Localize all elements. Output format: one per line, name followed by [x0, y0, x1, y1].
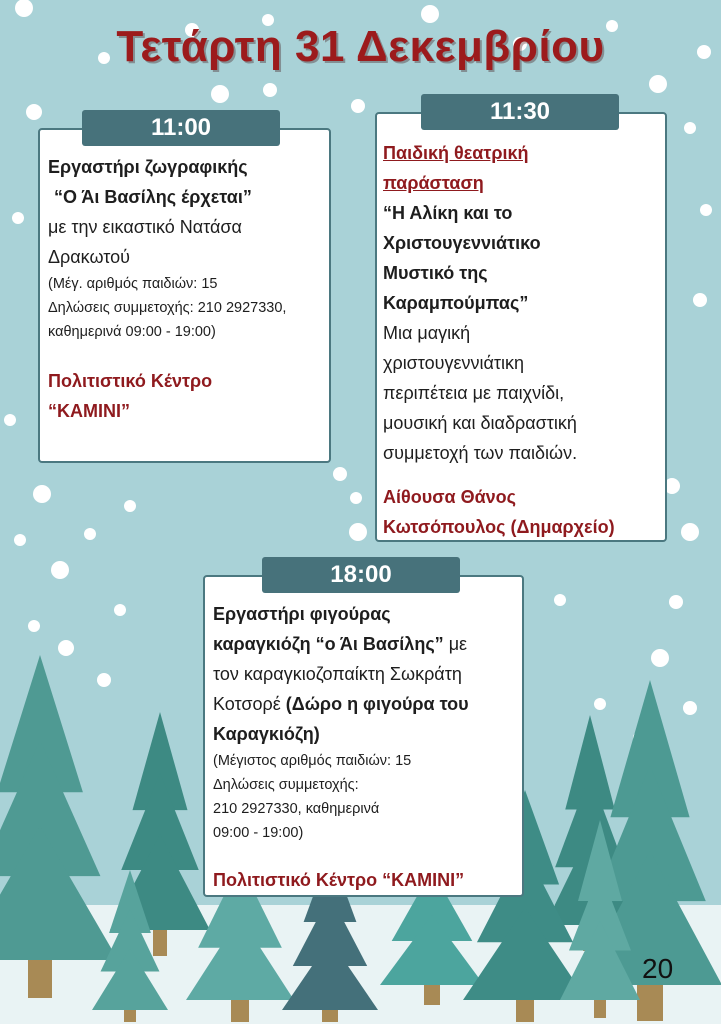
event-title-line: Εργαστήρι ζωγραφικής: [48, 157, 248, 177]
event-title-line: “Η Αλίκη και το: [383, 203, 513, 223]
event-venue-line: Αίθουσα Θάνος: [383, 487, 517, 507]
page-number: 20: [642, 953, 674, 984]
event-time-tab: 18:00: [262, 557, 460, 593]
event-title-line: “Ο Άι Βασίλης έρχεται”: [54, 187, 252, 207]
event-note-line: Δηλώσεις συμμετοχής: 210 2927330,: [48, 300, 287, 316]
event-description-line: μουσική και διαδραστική: [383, 413, 577, 433]
event-note-line: Δηλώσεις συμμετοχής:: [213, 777, 359, 793]
event-description-line: συμμετοχή των παιδιών.: [383, 443, 578, 463]
event-details: [383, 138, 615, 542]
event-description-line: Μια μαγική: [383, 323, 471, 343]
event-description-text: Κοτσορέ: [213, 694, 286, 714]
event-description-line: τον καραγκιοζοπαίκτη Σωκράτη: [213, 664, 462, 684]
event-card-1100: [38, 128, 331, 463]
event-title-line: [213, 629, 469, 659]
event-venue-line: Πολιτιστικό Κέντρο: [48, 371, 213, 391]
event-note-line: (Μέγ. αριθμός παιδιών: 15: [48, 276, 218, 292]
page-title: Τετάρτη 31 Δεκεμβρίου: [116, 22, 605, 71]
event-note-line: (Μέγιστος αριθμός παιδιών: 15: [213, 753, 412, 769]
event-description-line: Δρακωτού: [48, 247, 130, 267]
event-note-line: καθημερινά 09:00 - 19:00): [48, 324, 216, 340]
event-title-line: Μυστικό της: [383, 263, 488, 283]
pine-tree: [0, 655, 118, 998]
event-title-line: Καραμπούμπας”: [383, 293, 529, 313]
event-category-line: παράσταση: [383, 173, 484, 193]
event-venue-line: “ΚΑΜΙΝΙ”: [48, 401, 130, 421]
event-card-1130: [375, 112, 667, 542]
event-title-line: Χριστουγεννιάτικο: [383, 233, 541, 253]
event-gift-text: (Δώρο η φιγούρα του: [285, 694, 469, 714]
event-details: [213, 599, 469, 895]
event-note-line: 09:00 - 19:00): [213, 825, 304, 841]
event-time-tab: 11:30: [421, 94, 619, 130]
event-title-text: καραγκιόζη “ο Άι Βασίλης”: [213, 634, 444, 654]
event-description-line: χριστουγεννιάτικη: [383, 353, 525, 373]
event-gift-line: Καραγκιόζη): [213, 724, 320, 744]
event-description-line: περιπέτεια με παιχνίδι,: [383, 383, 565, 403]
event-note-line: 210 2927330, καθημερινά: [213, 801, 380, 817]
event-category-line: Παιδική θεατρική: [383, 143, 529, 163]
event-description-line: [213, 689, 469, 719]
event-description-line: με την εικαστικό Νατάσα: [48, 217, 242, 237]
event-venue-line: Πολιτιστικό Κέντρο “ΚΑΜΙΝΙ”: [213, 870, 465, 890]
event-venue-line: Κωτσόπουλος (Δημαρχείο): [383, 517, 615, 537]
event-time-tab: 11:00: [82, 110, 280, 146]
event-title-tail: με: [443, 634, 468, 654]
event-title-line: Εργαστήρι φιγούρας: [213, 604, 391, 624]
event-card-1800: [203, 575, 524, 897]
event-details: [48, 152, 286, 426]
